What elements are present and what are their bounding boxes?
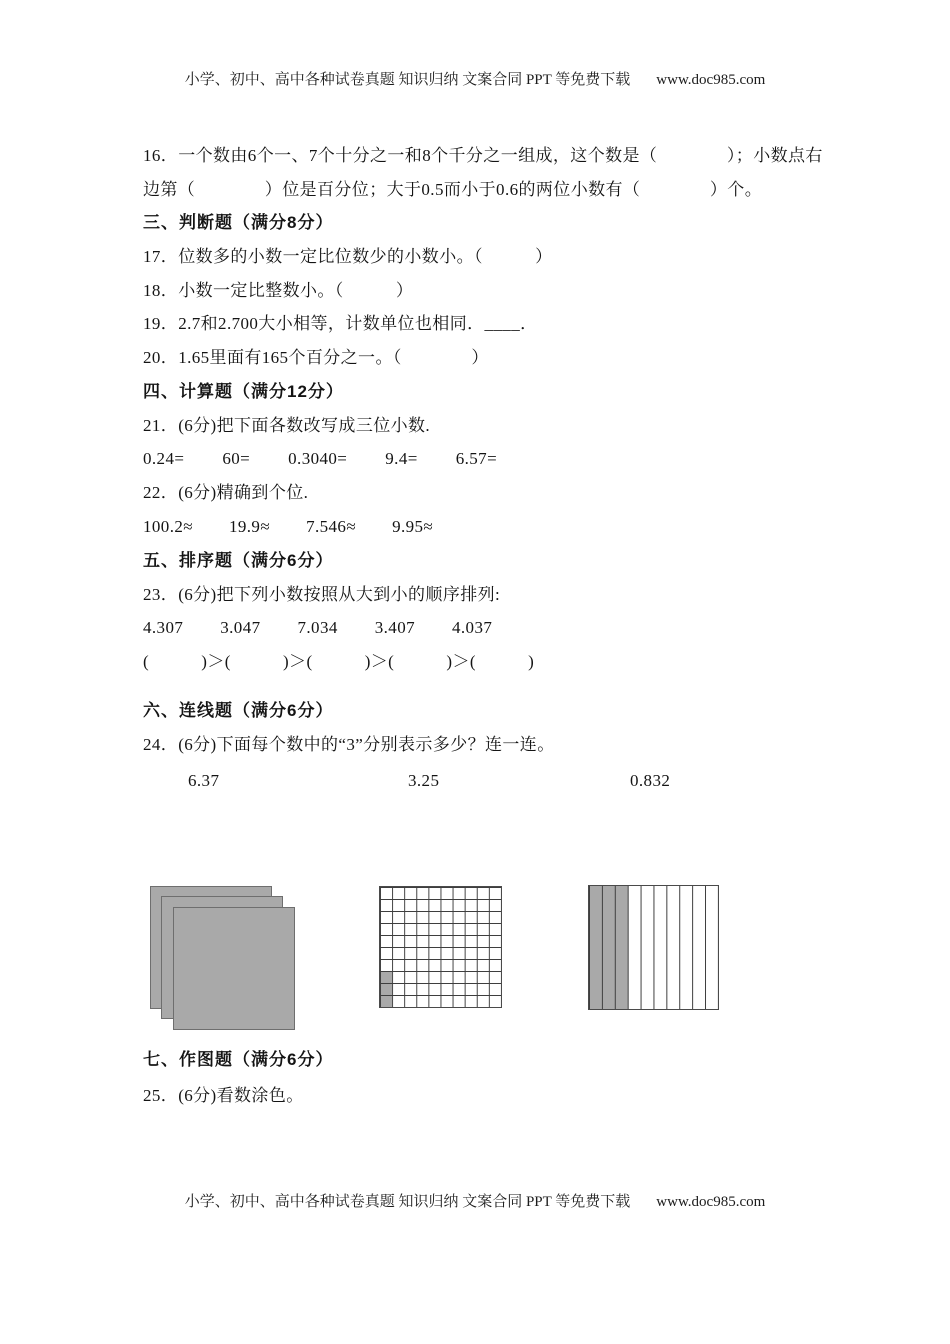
q24-number-0832: 0.832 xyxy=(630,771,671,790)
header-text: 小学、初中、高中各种试卷真题 知识归纳 文案合同 PPT 等免费下载 xyxy=(184,72,631,88)
question-20: 20．1.65里面有165个百分之一。（ ） xyxy=(143,348,489,367)
figure-hundred-grid xyxy=(379,886,502,1008)
q22-item: 19.9≈ xyxy=(228,517,271,536)
question-23-answer-blanks: ( )＞( )＞( )＞( )＞( ) xyxy=(143,652,535,671)
q23-item: 4.037 xyxy=(452,618,493,637)
page-header xyxy=(0,68,950,89)
question-25: 25．(6分)看数涂色。 xyxy=(143,1086,304,1105)
question-17: 17．位数多的小数一定比位数少的小数小。（ ） xyxy=(143,247,553,266)
q24-number-325: 3.25 xyxy=(408,771,440,790)
question-24: 24．(6分)下面每个数中的“3”分别表示多少？连一连。 xyxy=(143,735,555,754)
q23-item: 7.034 xyxy=(297,618,338,637)
q22-item: 100.2≈ xyxy=(143,517,193,536)
page-footer xyxy=(0,1190,950,1211)
q23-item: 3.407 xyxy=(374,618,415,637)
q21-item: 60= xyxy=(222,449,251,468)
q22-item: 7.546≈ xyxy=(306,517,357,536)
q21-item: 0.3040= xyxy=(288,449,348,468)
question-16-line1: 16．一个数由6个一、7个十分之一和8个千分之一组成，这个数是（ ）；小数点右 xyxy=(143,146,823,165)
stacked-square-front xyxy=(173,907,295,1030)
question-19: 19．2.7和2.700大小相等，计数单位也相同．____． xyxy=(143,314,538,333)
question-16-line2: 边第（ ）位是百分位；大于0.5而小于0.6的两位小数有（ ）个。 xyxy=(143,180,763,199)
tenths-grid-lines xyxy=(589,886,718,1009)
question-22: 22．(6分)精确到个位. xyxy=(143,483,309,502)
q22-item: 9.95≈ xyxy=(392,517,434,536)
question-18: 18．小数一定比整数小。（ ） xyxy=(143,281,414,300)
section-7-title: 七、作图题（满分6分） xyxy=(143,1050,334,1069)
q23-item: 4.307 xyxy=(143,618,184,637)
q21-item: 9.4= xyxy=(385,449,418,468)
q23-item: 3.047 xyxy=(220,618,261,637)
section-6-title: 六、连线题（满分6分） xyxy=(143,701,334,720)
question-23: 23．(6分)把下列小数按照从大到小的顺序排列: xyxy=(143,585,501,604)
q21-item: 6.57= xyxy=(455,449,498,468)
figure-tenths-grid xyxy=(588,885,719,1010)
header-url: www.doc985.com xyxy=(656,72,766,88)
section-4-title: 四、计算题（满分12分） xyxy=(143,382,344,401)
question-21-items xyxy=(143,449,497,469)
question-23-items xyxy=(143,618,492,638)
hundred-grid-lines xyxy=(380,887,501,1007)
figure-three-squares xyxy=(148,886,298,1031)
footer-url: www.doc985.com xyxy=(656,1194,766,1210)
section-3-title: 三、判断题（满分8分） xyxy=(143,213,334,232)
section-5-title: 五、排序题（满分6分） xyxy=(143,551,334,570)
question-22-items xyxy=(143,517,433,537)
question-21: 21．(6分)把下面各数改写成三位小数. xyxy=(143,416,431,435)
footer-text: 小学、初中、高中各种试卷真题 知识归纳 文案合同 PPT 等免费下载 xyxy=(184,1194,631,1210)
q21-item: 0.24= xyxy=(143,449,185,468)
q24-number-637: 6.37 xyxy=(188,771,220,790)
